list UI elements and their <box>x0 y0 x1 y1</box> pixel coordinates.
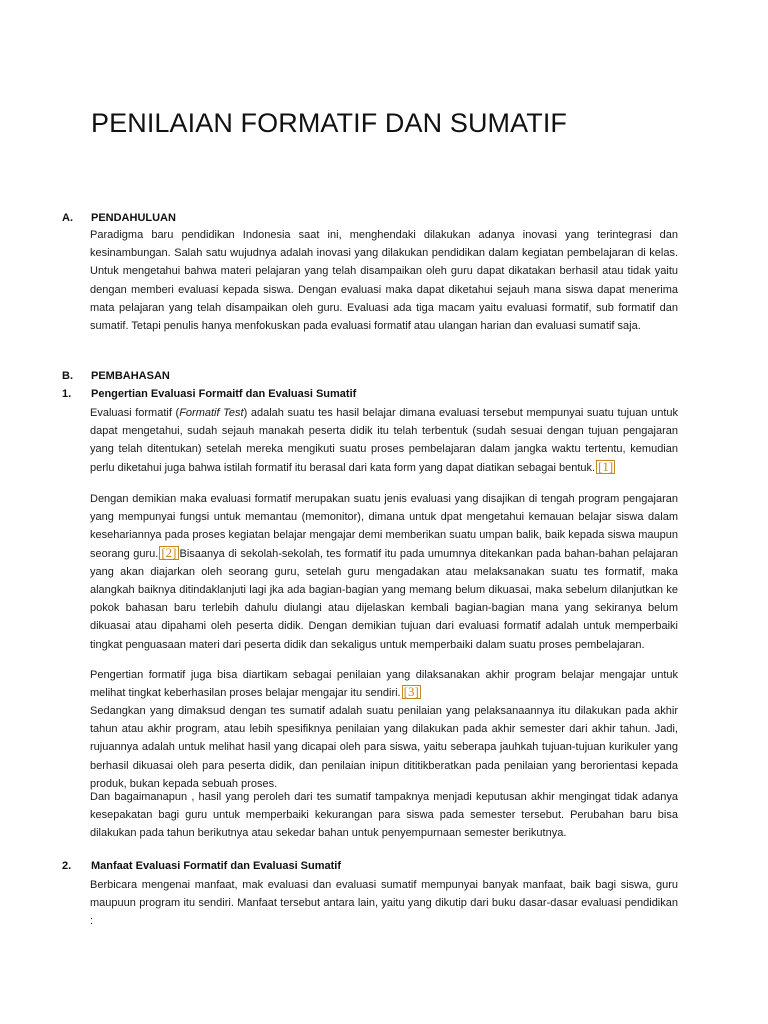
subsection-1-paragraph-2 <box>90 490 678 654</box>
paragraph-text: Evaluasi formatif ( <box>90 407 180 419</box>
subsection-1-paragraph-3 <box>90 666 678 702</box>
subsection-1-paragraph-5: Dan bagaimanapun , hasil yang peroleh dari tes sumatif tampaknya menjadi keputusan akhir mengingat tidak adanya kesepakatan bagi guru untuk memperbaiki kekurangan para siswa pada semester tersebut. Perubahan baru bisa dilakukan pada tahun berikutnya atau sekedar bahan untuk penyempurnaan semester berikutnya. <box>90 791 678 840</box>
paragraph-text: Pengertian formatif juga bisa diartikam sebagai penilaian yang dilaksanakan akhir program belajar mengajar untuk melihat tingkat keberhasilan proses belajar mengajar itu sendiri. <box>90 669 678 700</box>
subsection-2-paragraph-1: Berbicara mengenai manfaat, mak evaluasi dan evaluasi sumatif mempunyai banyak manfaat, baik bagi siswa, guru maupuun program itu sendiri. Manfaat tersebut antara lain, yaitu yang dikutip dari buku dasar-dasar evaluasi pendidikan : <box>90 879 678 928</box>
subsection-1-title: Pengertian Evaluasi Formaitf dan Evaluasi Sumatif <box>91 388 357 400</box>
section-b-number: B. <box>62 370 73 382</box>
footnote-link-1[interactable]: [1] <box>598 458 614 474</box>
footnote-link-3[interactable]: [3] <box>403 684 419 700</box>
paragraph-text: Dengan demikian maka evaluasi formatif merupakan suatu jenis evaluasi yang disajikan di tengah program pengajaran yang mempunyai fungsi untuk memantau (memonitor), dimana untuk dpat mengetahui kemauan belajar siswa dalam kesehariannya pada proses kegiatan belajar mengajar demi memberikan suatu umpan balik, baik kepada siswa maupun seorang guru. <box>90 493 678 560</box>
paragraph-text: ) adalah suatu tes hasil belajar dimana evaluasi tersebut mempunyai suatu tujuan untuk dapat mengetahui, sudah sejauh manakah peserta didik itu telah terbentuk (sudah sesuai dengan tujuan pengajaran yang telah ditentukan) setelah mereka mengikuti suatu proses pembelajaran dalam jangka waktu tertentu, kemudian perlu diketahui juga bahwa istilah formatif itu berasal dari kata form yang dapat diatikan sebagai bentuk. <box>90 407 679 474</box>
section-a-title: PENDAHULUAN <box>91 212 176 224</box>
paragraph-italic: Formatif Test <box>179 407 244 419</box>
subsection-2-title: Manfaat Evaluasi Formatif dan Evaluasi Sumatif <box>91 860 342 872</box>
subsection-1-number: 1. <box>62 388 72 400</box>
paragraph-text: Bisaanya di sekolah-sekolah, tes formatif itu pada umumnya ditekankan pada bahan-bahan pelajaran yang akan diajarkan oleh seorang guru, setelah guru mengadakan atau melaksanakan suatu tes formatif, maka alangkah baiknya ditindaklanjuti lagi jka ada bagian-bagian yang memang belum dikuasai, maka sebelum dilanjutkan ke pokok bahasan baru terlebih dahulu diulangi atau dijelaskan kembali bagian-bagian mana yang sekiranya belum dikuasai atau dipahami oleh peserta didik. Dengan demikian tujuan dari evaluasi formatif adalah untuk memperbaiki tingkat penguasaan materi dari peserta didik dan sekaligus untuk memperbaiki dalam suatu proses pembelajaran. <box>90 547 678 651</box>
section-a-paragraph: Paradigma baru pendidikan Indonesia saat ini, menghendaki dilakukan adanya inovasi yang terintegrasi dan kesinambungan. Salah satu wujudnya adalah inovasi yang dilakukan pendidikan dalam kegiatan pembelajaran di kelas. Untuk mengetahui bahwa materi pelajaran yang telah disampaikan oleh guru dapat dikatakan berhasil atau tidak yaitu dengan memberi evaluasi kepada siswa. Dengan evaluasi maka dapat diketahui sejauh mana siswa dapat menerima mata pelajaran yang telah disampaikan oleh guru. Evaluasi ada tiga macam yaitu evaluasi formatif, sub formatif dan sumatif. Tetapi penulis hanya menfokuskan pada evaluasi formatif atau ulangan harian dan evaluasi sumatif saja. <box>90 229 678 333</box>
section-a-number: A. <box>62 212 73 224</box>
subsection-1-paragraph-4: Sedangkan yang dimaksud dengan tes sumatif adalah suatu penilaian yang pelaksanaannya itu dilakukan pada akhir tahun atau akhir program, atau lebih spesifiknya penilaian yang dilakukan pada akhir semester dari akhir tahun. Jadi, rujuannya adalah untuk melihat hasil yang dicapai oleh para siswa, yaitu seberapa jauhkah tujuan-tujuan kurikuler yang berhasil dikuasai oleh para peserta didik, dan penilaian inipun dititikberatkan pada penilaian yang berorientasi kepada produk, bukan kepada sebuah proses. <box>90 705 678 790</box>
document-title: PENILAIAN FORMATIF DAN SUMATIF <box>91 108 568 138</box>
subsection-2-number: 2. <box>62 860 72 872</box>
footnote-link-2[interactable]: [2] <box>161 544 177 560</box>
subsection-1-paragraph-1 <box>90 404 678 477</box>
section-b-title: PEMBAHASAN <box>91 370 170 382</box>
